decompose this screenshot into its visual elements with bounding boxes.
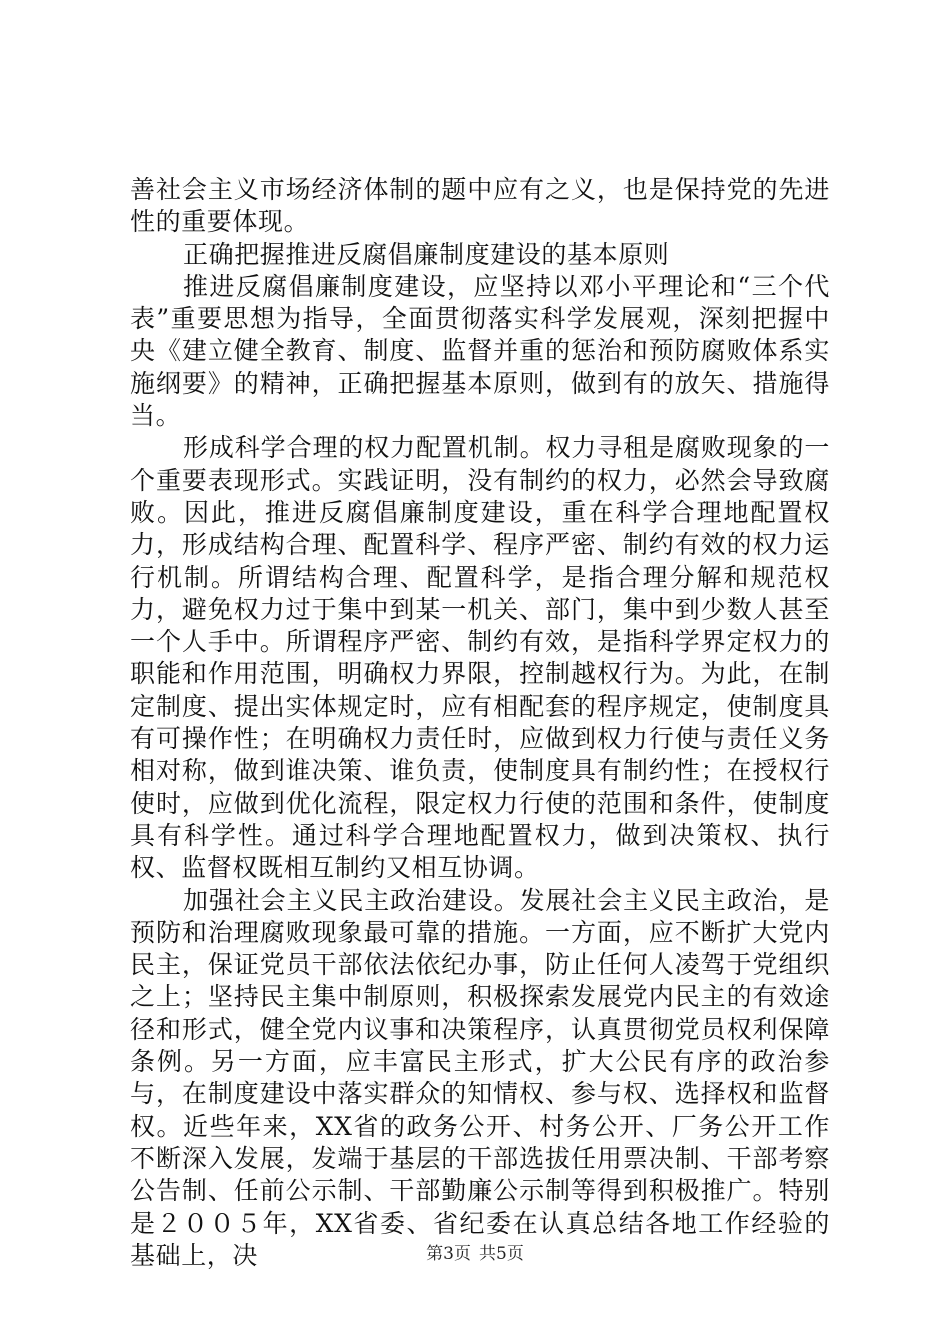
page-number-current: 第3页 xyxy=(426,1244,471,1264)
section-heading: 正确把握推进反腐倡廉制度建设的基本原则 xyxy=(183,239,670,269)
paragraph-power-allocation: 形成科学合理的权力配置机制。权力寻租是腐败现象的一个重要表现形式。实践证明，没有制约的权力，必然会导致腐败。因此，推进反腐倡廉制度建设，重在科学合理地配置权力，形成结构合理、配置科学、程序严密、制约有效的权力运行机制。所谓结构合理、配置科学，是指合理分解和规范权力，避免权力过于集中到某一机关、部门，集中到少数人甚至一个人手中。所谓程序严密、制约有效，是指科学界定权力的职能和作用范围，明确权力界限，控制越权行为。为此，在制定制度、提出实体规定时，应有相配套的程序规定，使制度具有可操作性；在明确权力责任时，应做到权力行使与责任义务相对称，做到谁决策、谁负责，使制度具有制约性；在授权行使时，应做到优化流程，限定权力行使的范围和条件，使制度具有科学性。通过科学合理地配置权力，做到决策权、执行权、监督权既相互制约又相互协调。 xyxy=(130,433,830,883)
page-number-total: 共5页 xyxy=(479,1244,524,1264)
document-body xyxy=(130,174,830,1272)
page-footer xyxy=(0,1243,950,1265)
paragraph-continuation: 善社会主义市场经济体制的题中应有之义，也是保持党的先进性的重要体现。 xyxy=(130,175,830,237)
paragraph-democracy: 加强社会主义民主政治建设。发展社会主义民主政治，是预防和治理腐败现象最可靠的措施。一方面，应不断扩大党内民主，保证党员干部依法依纪办事，防止任何人凌驾于党组织之上；坚持民主集中制原则，积极探索发展党内民主的有效途径和形式，健全党内议事和决策程序，认真贯彻党员权利保障条例。另一方面，应丰富民主形式，扩大公民有序的政治参与，在制度建设中落实群众的知情权、参与权、选择权和监督权。近些年来，XX省的政务公开、村务公开、厂务公开工作不断深入发展，发端于基层的干部选拔任用票决制、干部考察公告制、任前公示制、干部勤廉公示制等得到积极推广。特别是２００５年，XX省委、省纪委在认真总结各地工作经验的基础上，决 xyxy=(130,885,830,1270)
paragraph-principles: 推进反腐倡廉制度建设，应坚持以邓小平理论和“三个代表”重要思想为指导，全面贯彻落实科学发展观，深刻把握中央《建立健全教育、制度、监督并重的惩治和预防腐败体系实施纲要》的精神，正确把握基本原则，做到有的放矢、措施得当。 xyxy=(130,271,830,431)
